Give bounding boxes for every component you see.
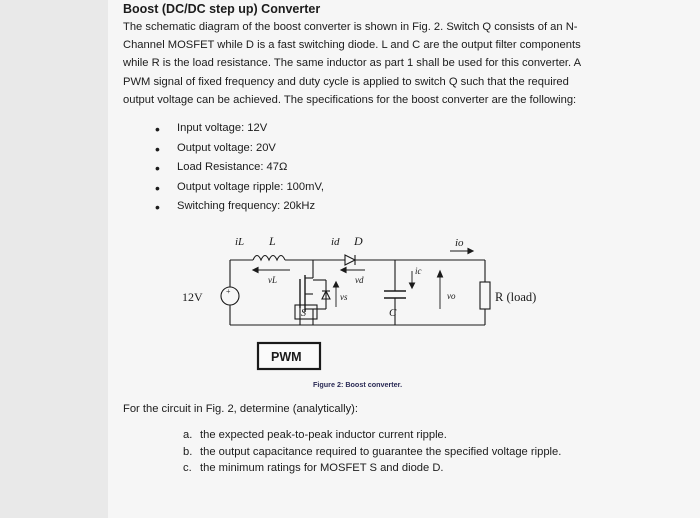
part-label: b. [183,445,193,458]
part-label: a. [183,429,193,441]
intro-line: PWM signal of fixed frequency and duty cycle is applied to switch Q such that the required [123,75,569,88]
intro-line: output voltage can be achieved. The specifications for the boost converter are the following: [123,93,577,106]
io-arrowhead [468,249,473,254]
page-title: Boost (DC/DC step up) Converter [123,2,321,16]
vl-label: vL [268,275,277,285]
spec-item: • Output voltage ripple: 100mV, [155,181,324,201]
diode-label: D [354,234,363,248]
question-part [183,446,561,463]
vs-arrowhead [334,282,339,287]
spec-item: • Input voltage: 12V [155,122,324,142]
boost-converter-schematic [150,225,570,380]
intro-line: while R is the load resistance. The same inductor as part 1 shall be used for this converter. A [123,57,582,70]
diode-symbol [345,255,355,265]
vo-arrowhead [438,271,443,277]
intro-line: The schematic diagram of the boost converter is shown in Fig. 2. Switch Q consists of an N- [123,21,578,33]
intro-paragraph [123,18,608,109]
resistor-symbol [480,282,490,309]
vd-label: vd [355,275,364,285]
part-label: c. [183,462,192,474]
switch-label-box [295,305,317,319]
intro-line: Channel MOSFET while D is a fast switching diode. L and C are the output filter components [123,39,581,52]
inductor-label: L [269,234,276,248]
ic-arrowhead [410,283,415,288]
ic-label: ic [415,266,422,276]
vl-arrowhead [253,268,258,273]
part-text: the minimum ratings for MOSFET S and diode D. [200,462,444,474]
part-text: the expected peak-to-peak inductor current ripple. [200,429,447,441]
question-part [183,462,561,479]
id-label: id [331,236,340,248]
spec-item: • Output voltage: 20V [155,142,324,162]
vd-arrowhead [341,268,346,273]
il-label: iL [235,236,245,248]
source-label: 12V [182,290,203,304]
vo-label: vo [447,291,456,301]
inductor-symbol [253,256,285,261]
question-text: For the circuit in Fig. 2, determine (analytically): [123,403,359,415]
io-label: io [455,237,464,249]
load-label: R (load) [495,290,537,304]
plus-sign: + [226,287,231,296]
spec-item: • Switching frequency: 20kHz [155,200,324,220]
capacitor-label: C [389,307,397,319]
question-parts [183,429,561,479]
figure-caption: Figure 2: Boost converter. [313,380,403,389]
spec-item: • Load Resistance: 47Ω [155,161,324,181]
question-part [183,429,561,446]
switch-label: S [301,308,306,319]
part-text: the output capacitance required to guarantee the specified voltage ripple. [200,445,562,458]
vs-label: vs [340,292,348,302]
pwm-label: PWM [271,350,302,364]
spec-list [155,122,324,220]
